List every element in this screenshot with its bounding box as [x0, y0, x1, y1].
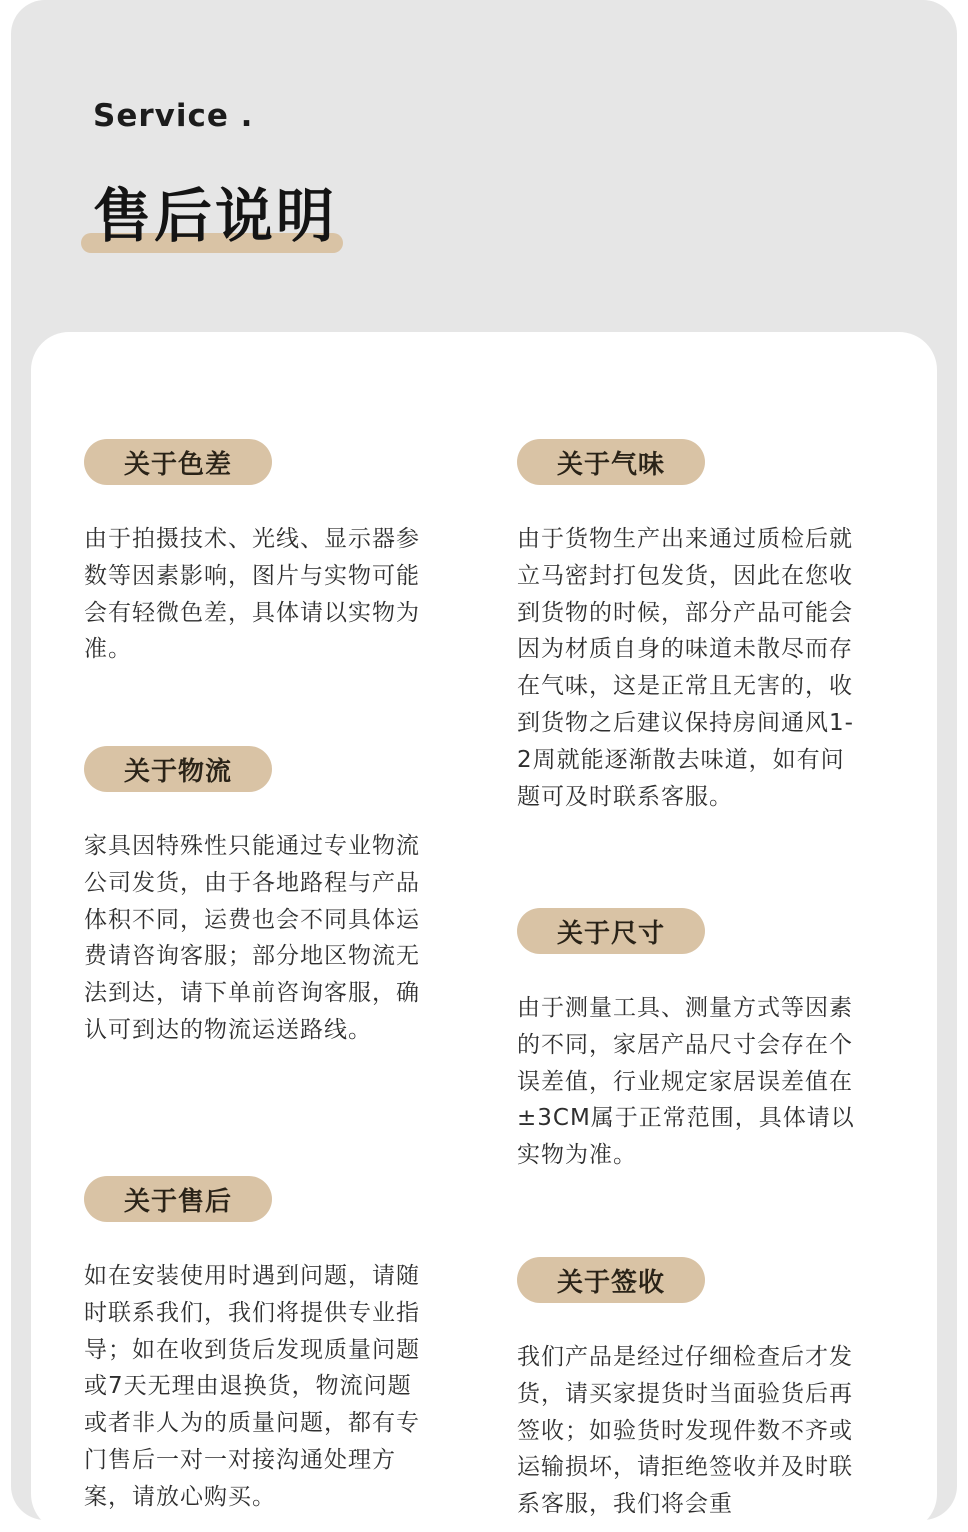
- section-label-smell: 关于气味: [517, 439, 705, 485]
- title-block: [81, 176, 343, 256]
- page-title: 售后说明: [93, 182, 338, 250]
- section-text-logistics: 家具因特殊性只能通过专业物流公司发货，由于各地路程与产品体积不同，运费也会不同具体运费请咨询客服；部分地区物流无法到达，请下单前咨询客服，确认可到达的物流运送路线。: [84, 833, 420, 1043]
- section-text-after-sales: 如在安装使用时遇到问题，请随时联系我们，我们将提供专业指导；如在收到货后发现质量问题或7天无理由退换货，物流问题或者非人为的质量问题，都有专门售后一对一对接沟通处理方案，请放心购买。: [84, 1263, 420, 1510]
- section-label-after-sales: 关于售后: [84, 1176, 272, 1222]
- section-text-smell: 由于货物生产出来通过质检后就立马密封打包发货，因此在您收到货物的时候，部分产品可能会因为材质自身的味道未散尽而存在气味，这是正常且无害的，收到货物之后建议保持房间通风1-2周就能逐渐散去味道，如有问题可及时联系客服。: [517, 526, 854, 810]
- section-color-diff: [84, 439, 444, 668]
- section-logistics: [84, 746, 444, 1049]
- section-text-size: 由于测量工具、测量方式等因素的不同，家居产品尺寸会存在个误差值，行业规定家居误差值在±3CM属于正常范围，具体请以实物为准。: [517, 995, 855, 1169]
- section-text-sign: 我们产品是经过仔细检查后才发货，请买家提货时当面验货后再签收；如验货时发现件数不齐或运输损坏，请拒绝签收并及时联系客服，我们将会重: [517, 1344, 853, 1518]
- section-after-sales: [84, 1176, 444, 1516]
- section-sign: [517, 1257, 877, 1523]
- section-size: [517, 908, 877, 1174]
- section-smell: [517, 439, 877, 815]
- eyebrow-label: Service .: [93, 98, 254, 134]
- section-label-logistics: 关于物流: [84, 746, 272, 792]
- section-text-color-diff: 由于拍摄技术、光线、显示器参数等因素影响，图片与实物可能会有轻微色差，具体请以实物为准。: [84, 526, 420, 663]
- section-label-color-diff: 关于色差: [84, 439, 272, 485]
- section-label-sign: 关于签收: [517, 1257, 705, 1303]
- section-label-size: 关于尺寸: [517, 908, 705, 954]
